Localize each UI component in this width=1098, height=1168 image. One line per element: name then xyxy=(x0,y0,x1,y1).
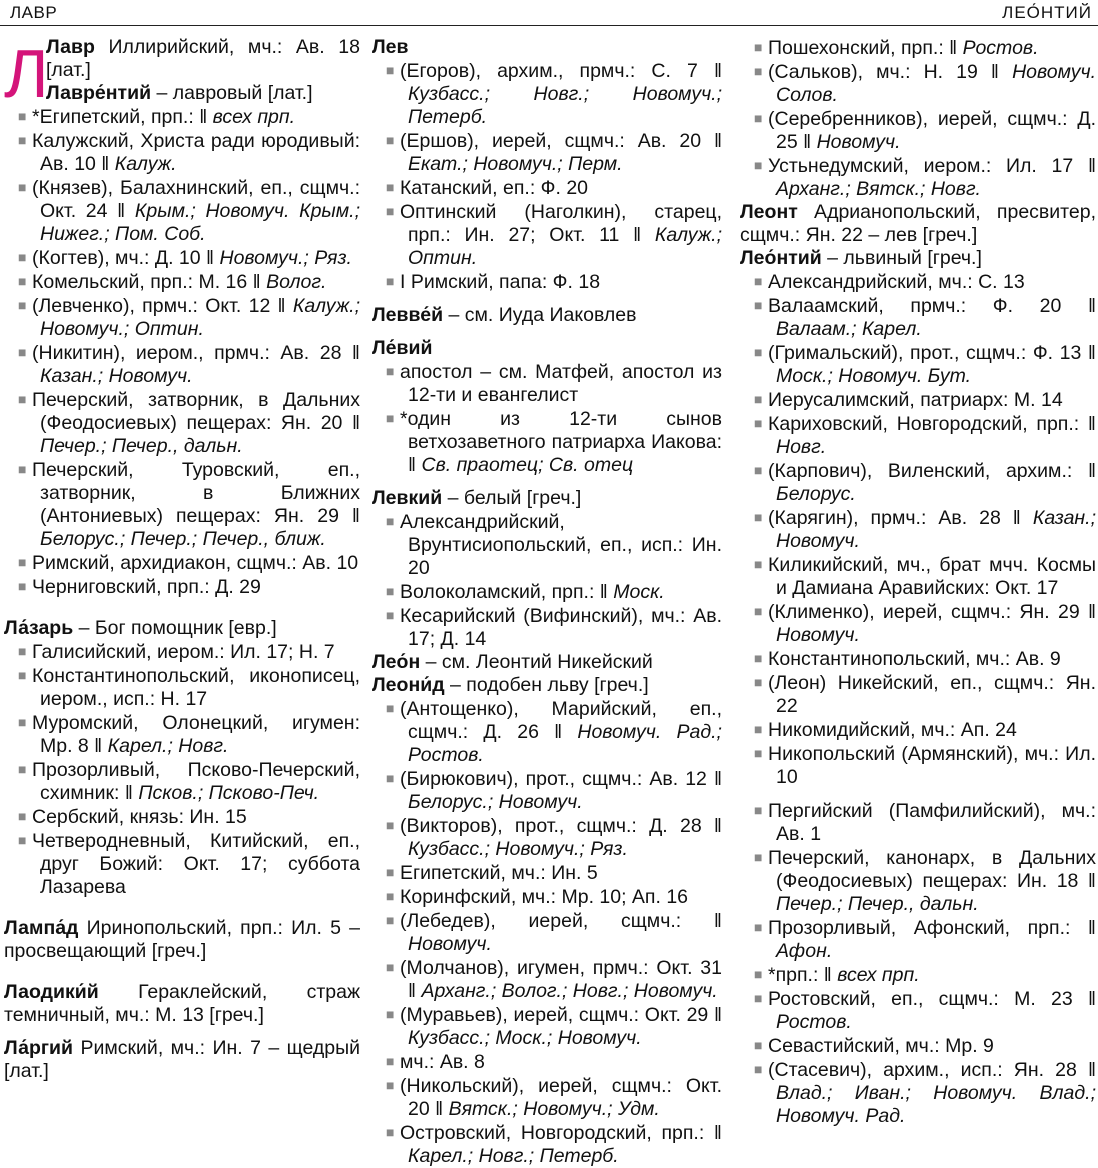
bullet-icon: ■ xyxy=(18,344,27,360)
bullet-icon: ■ xyxy=(18,667,27,683)
headword: Лев xyxy=(372,36,409,58)
calendar-reference: Новомуч. xyxy=(776,624,860,646)
headword-entry xyxy=(4,617,360,640)
calendar-reference: Карел.; Новг. xyxy=(107,735,229,757)
sub-entry xyxy=(372,956,722,1003)
column-1 xyxy=(4,36,360,1083)
bullet-icon: ■ xyxy=(386,62,395,78)
sub-entry xyxy=(372,814,722,861)
bullet-icon: ■ xyxy=(754,415,763,431)
headword-gloss: – львиный [греч.] xyxy=(821,247,982,269)
calendar-reference: Афон. xyxy=(776,940,833,962)
headword: Ла́зарь xyxy=(4,617,74,639)
sub-entry-text: Кесарийский (Вифинский), мч.: Ав. 17; Д. 14 xyxy=(400,605,722,650)
bullet-icon: ■ xyxy=(754,990,763,1006)
bullet-icon: ■ xyxy=(754,966,763,982)
sub-entry-text: (Левченко), прмч.: Окт. 12 ‖ xyxy=(32,295,293,317)
calendar-reference: Калуж.; Новомуч.; Оптин. xyxy=(40,295,360,340)
spacer xyxy=(372,477,722,487)
sub-entry-text: (Князев), Балахнинский, еп., сщмч.: Окт. 24 ‖ xyxy=(32,177,360,222)
sub-entry xyxy=(740,154,1096,201)
sub-entry-text: Константинопольский, иконописец, иером., исп.: Н. 17 xyxy=(32,665,360,710)
bullet-icon: ■ xyxy=(386,700,395,716)
bullet-icon: ■ xyxy=(386,1006,395,1022)
sub-entry xyxy=(4,551,360,575)
sub-entry xyxy=(372,909,722,956)
calendar-reference: Крым.; Новомуч. Крым.; Нижег.; Пом. Соб. xyxy=(40,200,360,245)
sub-entry-text: Никопольский (Армянский), мч.: Ил. 10 xyxy=(768,743,1096,788)
calendar-reference: Печер.; Печер., дальн. xyxy=(776,893,979,915)
headword: Лампа́д xyxy=(4,917,79,939)
headword-entry xyxy=(4,36,360,82)
sub-entry-text: I Римский, папа: Ф. 18 xyxy=(400,271,601,293)
sub-entry-text: (Лебедев), иерей, сщмч.: ‖ xyxy=(400,910,722,932)
sub-entry xyxy=(4,664,360,711)
headword: Леони́д xyxy=(372,674,445,696)
sub-entry xyxy=(740,60,1096,107)
sub-entry xyxy=(740,36,1096,60)
bullet-icon: ■ xyxy=(18,249,27,265)
sub-entry xyxy=(740,742,1096,789)
sub-entry xyxy=(372,407,722,477)
sub-entry-text: (Никитин), иером., прмч.: Ав. 28 ‖ xyxy=(32,342,360,364)
calendar-reference: Казан.; Новомуч. xyxy=(40,365,193,387)
sub-entry xyxy=(372,510,722,580)
bullet-icon: ■ xyxy=(386,132,395,148)
sub-entry xyxy=(372,360,722,407)
sub-entry xyxy=(372,885,722,909)
bullet-icon: ■ xyxy=(386,959,395,975)
bullet-icon: ■ xyxy=(386,583,395,599)
bullet-icon: ■ xyxy=(386,1077,395,1093)
sub-entry xyxy=(372,1074,722,1121)
bullet-icon: ■ xyxy=(386,817,395,833)
spacer xyxy=(4,1027,360,1037)
sub-entry-text: Печерский, канонарх, в Дальних (Феодосиевых) пещерах: Ин. 18 ‖ xyxy=(768,847,1096,892)
spacer xyxy=(740,789,1096,799)
sub-entry xyxy=(4,341,360,388)
sub-entry xyxy=(740,506,1096,553)
sub-entry-text: (Сальков), мч.: Н. 19 ‖ xyxy=(768,61,1013,83)
bullet-icon: ■ xyxy=(754,391,763,407)
bullet-icon: ■ xyxy=(754,674,763,690)
sub-entry-text: (Молчанов), игумен, прмч.: Окт. 31 ‖ xyxy=(400,957,722,1002)
headword: Леонт xyxy=(740,201,798,223)
calendar-reference: Белорус.; Новомуч. xyxy=(408,791,583,813)
calendar-reference: всех прп. xyxy=(212,106,296,128)
calendar-reference: Псков.; Псково-Печ. xyxy=(138,782,320,804)
headword-gloss: – Бог помощник [евр.] xyxy=(73,617,277,639)
bullet-icon: ■ xyxy=(18,461,27,477)
sub-entry-text: Муромский, Олонецкий, игумен: Мр. 8 ‖ xyxy=(32,712,360,757)
bullet-icon: ■ xyxy=(386,179,395,195)
bullet-icon: ■ xyxy=(754,39,763,55)
calendar-reference: Кузбасс.; Моск.; Новомуч. xyxy=(408,1027,642,1049)
spacer xyxy=(4,963,360,981)
spacer xyxy=(4,599,360,617)
headword-entry xyxy=(372,674,722,697)
sub-entry-text: Пергийский (Памфилийский), мч.: Ав. 1 xyxy=(768,800,1096,845)
bullet-icon: ■ xyxy=(18,297,27,313)
sub-entry-text: (Викторов), прот., сщмч.: Д. 28 ‖ xyxy=(400,815,722,837)
sub-entry-text: Иерусалимский, патриарх: М. 14 xyxy=(768,389,1063,411)
sub-entry-text: *один из 12-ти сынов ветхозаветного патриарха Иакова: ‖ xyxy=(400,408,722,476)
headword-entry xyxy=(4,917,360,963)
headword-entry xyxy=(372,651,722,674)
sub-entry-text: (Егоров), архим., прмч.: С. 7 ‖ xyxy=(400,60,722,82)
sub-entry xyxy=(740,388,1096,412)
calendar-reference: Казан.; Новомуч. xyxy=(776,507,1096,552)
sub-entry-text: (Гримальский), прот., сщмч.: Ф. 13 ‖ xyxy=(768,342,1096,364)
sub-entry xyxy=(372,59,722,129)
sub-entry xyxy=(740,553,1096,600)
calendar-reference: Новомуч. xyxy=(408,933,492,955)
headword-entry xyxy=(740,247,1096,270)
sub-entry-text: Прозорливый, Псково-Печерский, схимник: ‖ xyxy=(32,759,360,804)
bullet-icon: ■ xyxy=(386,1053,395,1069)
sub-entry xyxy=(4,129,360,176)
headword: Лавре́нтий xyxy=(46,82,152,104)
sub-entry-text: Пошехонский, прп.: ‖ xyxy=(768,37,963,59)
bullet-icon: ■ xyxy=(386,912,395,928)
calendar-reference: Волог. xyxy=(266,271,327,293)
sub-entry-text: Волоколамский, прп.: ‖ xyxy=(400,581,614,603)
headword-gloss: – подобен льву [греч.] xyxy=(444,674,649,696)
calendar-reference: Вятск.; Новомуч.; Удм. xyxy=(448,1098,660,1120)
sub-entry xyxy=(372,1121,722,1168)
calendar-reference: Екат.; Новомуч.; Перм. xyxy=(408,153,623,175)
sub-entry xyxy=(372,200,722,270)
sub-entry xyxy=(740,459,1096,506)
bullet-icon: ■ xyxy=(754,462,763,478)
bullet-icon: ■ xyxy=(386,888,395,904)
bullet-icon: ■ xyxy=(18,391,27,407)
headword-gloss: Римский, мч.: Ин. 7 – щедрый [лат.] xyxy=(4,1037,360,1082)
headword-gloss: Иллирийский, мч.: Ав. 18 [лат.] xyxy=(46,36,360,81)
calendar-reference: Кузбасс.; Новомуч.; Ряз. xyxy=(408,838,628,860)
sub-entry-text: Киликийский, мч., брат мчч. Космы и Дамиана Аравийских: Окт. 17 xyxy=(768,554,1096,599)
sub-entry xyxy=(4,711,360,758)
bullet-icon: ■ xyxy=(18,108,27,124)
headword-gloss: – см. Леонтий Никейский xyxy=(420,651,653,673)
bullet-icon: ■ xyxy=(18,273,27,289)
sub-entry xyxy=(372,1050,722,1074)
calendar-reference: Кузбасс.; Новг.; Новомуч.; Петерб. xyxy=(408,83,722,128)
sub-entry xyxy=(4,805,360,829)
column-2 xyxy=(372,36,722,1168)
bullet-icon: ■ xyxy=(18,554,27,570)
bullet-icon: ■ xyxy=(386,1124,395,1140)
bullet-icon: ■ xyxy=(754,802,763,818)
calendar-reference: Арханг.; Вятск.; Новг. xyxy=(776,178,981,200)
headword-gloss: Адрианопольский, пресвитер, сщмч.: Ян. 22 – лев [греч.] xyxy=(740,201,1096,246)
headword: Лаодики́й xyxy=(4,981,99,1003)
sub-entry xyxy=(740,799,1096,846)
headword-gloss: – лавровый [лат.] xyxy=(151,82,313,104)
sub-entry xyxy=(372,604,722,651)
sub-entry-text: Александрийский, Врунтисиопольский, еп., исп.: Ин. 20 xyxy=(400,511,722,579)
sub-entry-text: Катанский, еп.: Ф. 20 xyxy=(400,177,589,199)
calendar-reference: Новомуч.; Ряз. xyxy=(219,247,352,269)
sub-entry xyxy=(4,458,360,551)
sub-entry-text: Египетский, мч.: Ин. 5 xyxy=(400,862,598,884)
sub-entry-text: мч.: Ав. 8 xyxy=(400,1051,485,1073)
bullet-icon: ■ xyxy=(754,157,763,173)
sub-entry xyxy=(372,767,722,814)
sub-entry xyxy=(372,697,722,767)
sub-entry xyxy=(4,388,360,458)
sub-entry-text: Оптинский (Наголкин), старец, прп.: Ин. 27; Окт. 11 ‖ xyxy=(400,201,722,246)
calendar-reference: Карел.; Новг.; Петерб. xyxy=(408,1145,619,1167)
calendar-reference: Моск. xyxy=(613,581,665,603)
bullet-icon: ■ xyxy=(754,650,763,666)
sub-entry-text: Островский, Новгородский, прп.: ‖ xyxy=(400,1122,722,1144)
sub-entry xyxy=(740,718,1096,742)
sub-entry xyxy=(4,246,360,270)
bullet-icon: ■ xyxy=(754,919,763,935)
sub-entry xyxy=(740,107,1096,154)
bullet-icon: ■ xyxy=(754,110,763,126)
sub-entry xyxy=(4,640,360,664)
headword: Левве́й xyxy=(372,304,444,326)
headword-entry xyxy=(740,201,1096,247)
bullet-icon: ■ xyxy=(386,864,395,880)
bullet-icon: ■ xyxy=(18,714,27,730)
sub-entry-text: Устьнедумский, иером.: Ил. 17 ‖ xyxy=(768,155,1096,177)
bullet-icon: ■ xyxy=(754,745,763,761)
bullet-icon: ■ xyxy=(386,410,395,426)
sub-entry-text: (Леон) Никейский, еп., сщмч.: Ян. 22 xyxy=(768,672,1096,717)
headword: Ле́вий xyxy=(372,337,433,359)
sub-entry xyxy=(740,600,1096,647)
calendar-reference: Новомуч. Солов. xyxy=(776,61,1096,106)
sub-entry xyxy=(740,412,1096,459)
bullet-icon: ■ xyxy=(754,1061,763,1077)
sub-entry xyxy=(740,1034,1096,1058)
headword: Ла́ргий xyxy=(4,1037,74,1059)
calendar-reference: Белорус.; Печер.; Печер., ближ. xyxy=(40,528,326,550)
sub-entry-text: (Карпович), Виленский, архим.: ‖ xyxy=(768,460,1096,482)
sub-entry xyxy=(740,647,1096,671)
sub-entry xyxy=(4,758,360,805)
sub-entry-text: (Стасевич), архим., исп.: Ян. 28 ‖ xyxy=(768,1059,1096,1081)
calendar-reference: Новг. xyxy=(776,436,827,458)
bullet-icon: ■ xyxy=(754,509,763,525)
sub-entry xyxy=(4,105,360,129)
sub-entry-text: (Карягин), прмч.: Ав. 28 ‖ xyxy=(768,507,1033,529)
sub-entry-text: Калужский, Христа ради юродивый: Ав. 10 ‖ xyxy=(32,130,360,175)
sub-entry-text: (Ершов), иерей, сщмч.: Ав. 20 ‖ xyxy=(400,130,722,152)
bullet-icon: ■ xyxy=(18,578,27,594)
sub-entry-text: (Антощенко), Марийский, еп., сщмч.: Д. 26 ‖ xyxy=(400,698,722,743)
sub-entry-text: Черниговский, прп.: Д. 29 xyxy=(32,576,261,598)
calendar-reference: Моск.; Новомуч. Бут. xyxy=(776,365,972,387)
bullet-icon: ■ xyxy=(386,607,395,623)
drop-cap-initial: Л xyxy=(4,36,49,112)
sub-entry xyxy=(372,270,722,294)
bullet-icon: ■ xyxy=(386,513,395,529)
sub-entry-text: апостол – см. Матфей, апостол из 12-ти и евангелист xyxy=(400,361,722,406)
sub-entry-text: Ростовский, еп., сщмч.: М. 23 ‖ xyxy=(768,988,1096,1010)
sub-entry xyxy=(740,671,1096,718)
bullet-icon: ■ xyxy=(754,63,763,79)
sub-entry-text: (Клименко), иерей, сщмч.: Ян. 29 ‖ xyxy=(768,601,1096,623)
bullet-icon: ■ xyxy=(754,273,763,289)
calendar-reference: Влад.; Иван.; Новомуч. Влад.; Новомуч. Рад. xyxy=(776,1082,1096,1127)
calendar-reference: Калуж. xyxy=(114,153,177,175)
bullet-icon: ■ xyxy=(386,363,395,379)
sub-entry xyxy=(372,1003,722,1050)
sub-entry xyxy=(372,176,722,200)
sub-entry-text: Константинопольский, мч.: Ав. 9 xyxy=(768,648,1061,670)
sub-entry xyxy=(740,846,1096,916)
bullet-icon: ■ xyxy=(754,556,763,572)
headword-entry xyxy=(4,981,360,1027)
headword-gloss: – белый [греч.] xyxy=(442,487,582,509)
sub-entry-text: (Серебренников), иерей, сщмч.: Д. 25 ‖ xyxy=(768,108,1096,153)
bullet-icon: ■ xyxy=(18,808,27,824)
headword-entry xyxy=(372,36,722,59)
sub-entry-text: Печерский, затворник, в Дальних (Феодосиевых) пещерах: Ян. 20 ‖ xyxy=(32,389,360,434)
headword-entry xyxy=(4,82,360,105)
sub-entry xyxy=(4,829,360,899)
headword: Левкий xyxy=(372,487,443,509)
sub-entry xyxy=(372,580,722,604)
bullet-icon: ■ xyxy=(754,344,763,360)
headword-gloss: Иринопольский, прп.: Ил. 5 – просвещающий [греч.] xyxy=(4,917,360,962)
bullet-icon: ■ xyxy=(754,1037,763,1053)
sub-entry-text: (Бирюкович), прот., сщмч.: Ав. 12 ‖ xyxy=(400,768,722,790)
sub-entry xyxy=(740,987,1096,1034)
sub-entry xyxy=(372,861,722,885)
sub-entry-text: *прп.: ‖ xyxy=(768,964,838,986)
bullet-icon: ■ xyxy=(754,603,763,619)
sub-entry-text: (Когтев), мч.: Д. 10 ‖ xyxy=(32,247,220,269)
sub-entry-text: Кариховский, Новгородский, прп.: ‖ xyxy=(768,413,1096,435)
spacer xyxy=(4,899,360,917)
sub-entry xyxy=(740,1058,1096,1128)
sub-entry-text: (Муравьев), иерей, сщмч.: Окт. 29 ‖ xyxy=(400,1004,722,1026)
spacer xyxy=(372,327,722,337)
sub-entry-text: Сербский, князь: Ин. 15 xyxy=(32,806,247,828)
sub-entry xyxy=(740,963,1096,987)
headword: Лавр xyxy=(46,36,95,58)
sub-entry xyxy=(740,294,1096,341)
sub-entry xyxy=(4,270,360,294)
calendar-reference: Новомуч. xyxy=(816,131,901,153)
page-header xyxy=(0,0,1098,26)
bullet-icon: ■ xyxy=(386,770,395,786)
calendar-reference: Арханг.; Волог.; Новг.; Новомуч. xyxy=(421,980,718,1002)
sub-entry-text: Галисийский, иером.: Ил. 17; Н. 7 xyxy=(32,641,335,663)
sub-entry-text: Севастийский, мч.: Мр. 9 xyxy=(768,1035,994,1057)
bullet-icon: ■ xyxy=(754,297,763,313)
calendar-reference: Ростов. xyxy=(776,1011,852,1033)
sub-entry xyxy=(4,176,360,246)
calendar-reference: Ростов. xyxy=(962,37,1039,59)
sub-entry-text: Александрийский, мч.: С. 13 xyxy=(768,271,1025,293)
bullet-icon: ■ xyxy=(754,849,763,865)
headword: Лео́нтий xyxy=(740,247,822,269)
sub-entry xyxy=(740,270,1096,294)
bullet-icon: ■ xyxy=(18,643,27,659)
sub-entry-text: Валаамский, прмч.: Ф. 20 ‖ xyxy=(768,295,1096,317)
sub-entry xyxy=(4,575,360,599)
headword-entry xyxy=(4,1037,360,1083)
sub-entry xyxy=(372,129,722,176)
sub-entry-text: Прозорливый, Афонский, прп.: ‖ xyxy=(768,917,1096,939)
bullet-icon: ■ xyxy=(18,179,27,195)
headword-entry xyxy=(372,304,722,327)
calendar-reference: Св. праотец; Св. отец xyxy=(421,454,634,476)
calendar-reference: всех прп. xyxy=(837,964,920,986)
sub-entry-text: Печерский, Туровский, еп., затворник, в Ближних (Антониевых) пещерах: Ян. 29 ‖ xyxy=(32,459,360,527)
bullet-icon: ■ xyxy=(754,721,763,737)
bullet-icon: ■ xyxy=(18,761,27,777)
headword-entry xyxy=(372,337,722,360)
column-3 xyxy=(740,36,1096,1128)
sub-entry-text: Римский, архидиакон, сщмч.: Ав. 10 xyxy=(32,552,359,574)
sub-entry xyxy=(4,294,360,341)
bullet-icon: ■ xyxy=(18,132,27,148)
sub-entry-text: *Египетский, прп.: ‖ xyxy=(32,106,213,128)
sub-entry-text: (Никольский), иерей, сщмч.: Окт. 20 ‖ xyxy=(400,1075,722,1120)
calendar-reference: Валаам.; Карел. xyxy=(776,318,922,340)
headword-entry xyxy=(372,487,722,510)
calendar-reference: Новомуч. Рад.; Ростов. xyxy=(408,721,722,766)
calendar-reference: Калуж.; Оптин. xyxy=(408,224,722,269)
calendar-reference: Белорус. xyxy=(776,483,856,505)
bullet-icon: ■ xyxy=(386,203,395,219)
sub-entry-text: Коринфский, мч.: Мр. 10; Ап. 16 xyxy=(400,886,689,908)
sub-entry-text: Никомидийский, мч.: Ап. 24 xyxy=(768,719,1017,741)
sub-entry xyxy=(740,916,1096,963)
running-head-right: ЛЕО́НТИЙ xyxy=(1002,3,1092,22)
running-head-left: ЛАВР xyxy=(10,3,58,22)
bullet-icon: ■ xyxy=(386,273,395,289)
sub-entry-text: Комельский, прп.: М. 16 ‖ xyxy=(32,271,267,293)
headword-gloss: Гераклейский, страж темничный, мч.: М. 13 [греч.] xyxy=(4,981,360,1026)
headword: Лео́н xyxy=(372,651,421,673)
bullet-icon: ■ xyxy=(18,832,27,848)
headword-gloss: – см. Иуда Иаковлев xyxy=(443,304,637,326)
sub-entry-text: Четверодневный, Китийский, еп., друг Божий: Окт. 17; суббота Лазарева xyxy=(32,830,360,898)
calendar-reference: Печер.; Печер., дальн. xyxy=(40,435,243,457)
spacer xyxy=(372,294,722,304)
sub-entry xyxy=(740,341,1096,388)
